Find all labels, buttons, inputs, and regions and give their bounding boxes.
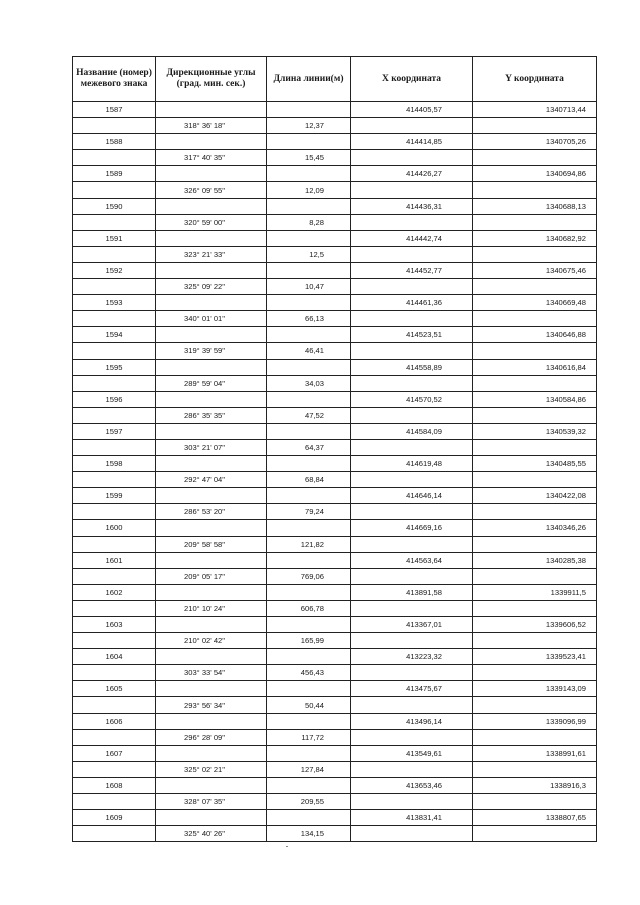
empty-cell	[156, 681, 267, 697]
x-coordinate: 414646,14	[351, 488, 473, 504]
empty-cell	[156, 391, 267, 407]
empty-cell	[156, 166, 267, 182]
segment-row	[73, 729, 597, 745]
empty-cell	[156, 102, 267, 118]
point-name: 1595	[73, 359, 156, 375]
empty-cell	[473, 761, 597, 777]
empty-cell	[351, 697, 473, 713]
point-name: 1591	[73, 230, 156, 246]
x-coordinate: 413653,46	[351, 777, 473, 793]
direction-angle: 289° 59' 04"	[156, 375, 267, 391]
x-coordinate: 413496,14	[351, 713, 473, 729]
point-row	[73, 681, 597, 697]
empty-cell	[473, 407, 597, 423]
header-point-name: Название (номер) межевого знака	[73, 57, 156, 102]
x-coordinate: 414436,31	[351, 198, 473, 214]
empty-cell	[267, 423, 351, 439]
line-length: 165,99	[267, 633, 351, 649]
direction-angle: 326° 09' 55"	[156, 182, 267, 198]
point-row	[73, 810, 597, 826]
point-row	[73, 488, 597, 504]
empty-cell	[351, 504, 473, 520]
point-row	[73, 584, 597, 600]
empty-cell	[351, 246, 473, 262]
segment-row	[73, 472, 597, 488]
coordinates-table-sheet	[72, 56, 596, 842]
line-length: 46,41	[267, 343, 351, 359]
empty-cell	[351, 311, 473, 327]
point-row	[73, 520, 597, 536]
y-coordinate: 1340646,88	[473, 327, 597, 343]
y-coordinate: 1340485,55	[473, 456, 597, 472]
line-length: 64,37	[267, 439, 351, 455]
direction-angle: 296° 28' 09"	[156, 729, 267, 745]
line-length: 12,09	[267, 182, 351, 198]
segment-row	[73, 600, 597, 616]
empty-cell	[267, 295, 351, 311]
empty-cell	[267, 713, 351, 729]
direction-angle: 209° 05' 17"	[156, 568, 267, 584]
point-name: 1600	[73, 520, 156, 536]
empty-cell	[156, 134, 267, 150]
empty-cell	[351, 407, 473, 423]
table-header-row	[73, 57, 597, 102]
y-coordinate: 1339606,52	[473, 617, 597, 633]
empty-cell	[351, 536, 473, 552]
line-length: 34,03	[267, 375, 351, 391]
point-name: 1594	[73, 327, 156, 343]
empty-cell	[473, 600, 597, 616]
segment-row	[73, 826, 597, 842]
empty-cell	[73, 407, 156, 423]
y-coordinate: 1340584,86	[473, 391, 597, 407]
empty-cell	[267, 102, 351, 118]
empty-cell	[156, 520, 267, 536]
point-name: 1606	[73, 713, 156, 729]
table-body	[73, 102, 597, 842]
point-row	[73, 552, 597, 568]
y-coordinate: 1340675,46	[473, 262, 597, 278]
empty-cell	[351, 214, 473, 230]
x-coordinate: 414570,52	[351, 391, 473, 407]
empty-cell	[473, 279, 597, 295]
empty-cell	[73, 568, 156, 584]
empty-cell	[156, 327, 267, 343]
line-length: 10,47	[267, 279, 351, 295]
empty-cell	[351, 665, 473, 681]
empty-cell	[473, 568, 597, 584]
point-name: 1598	[73, 456, 156, 472]
empty-cell	[267, 617, 351, 633]
empty-cell	[267, 134, 351, 150]
empty-cell	[156, 584, 267, 600]
point-row	[73, 134, 597, 150]
empty-cell	[351, 182, 473, 198]
empty-cell	[351, 279, 473, 295]
y-coordinate: 1340285,38	[473, 552, 597, 568]
line-length: 121,82	[267, 536, 351, 552]
point-name: 1588	[73, 134, 156, 150]
point-row	[73, 745, 597, 761]
header-x-coordinate: X координата	[351, 57, 473, 102]
empty-cell	[267, 681, 351, 697]
empty-cell	[156, 617, 267, 633]
segment-row	[73, 311, 597, 327]
empty-cell	[351, 118, 473, 134]
empty-cell	[473, 729, 597, 745]
scan-speck	[286, 846, 288, 847]
empty-cell	[267, 327, 351, 343]
y-coordinate: 1338991,61	[473, 745, 597, 761]
point-row	[73, 777, 597, 793]
direction-angle: 303° 33' 54"	[156, 665, 267, 681]
empty-cell	[73, 246, 156, 262]
empty-cell	[473, 214, 597, 230]
direction-angle: 210° 02' 42"	[156, 633, 267, 649]
point-name: 1607	[73, 745, 156, 761]
empty-cell	[473, 150, 597, 166]
empty-cell	[73, 729, 156, 745]
empty-cell	[351, 794, 473, 810]
line-length: 68,84	[267, 472, 351, 488]
segment-row	[73, 697, 597, 713]
x-coordinate: 414426,27	[351, 166, 473, 182]
y-coordinate: 1340346,26	[473, 520, 597, 536]
empty-cell	[156, 713, 267, 729]
segment-row	[73, 214, 597, 230]
line-length: 134,15	[267, 826, 351, 842]
segment-row	[73, 665, 597, 681]
point-row	[73, 102, 597, 118]
point-name: 1597	[73, 423, 156, 439]
empty-cell	[473, 504, 597, 520]
empty-cell	[73, 279, 156, 295]
segment-row	[73, 633, 597, 649]
direction-angle: 320° 59' 00"	[156, 214, 267, 230]
point-row	[73, 649, 597, 665]
empty-cell	[73, 761, 156, 777]
point-row	[73, 359, 597, 375]
empty-cell	[351, 729, 473, 745]
segment-row	[73, 794, 597, 810]
line-length: 15,45	[267, 150, 351, 166]
point-row	[73, 713, 597, 729]
direction-angle: 303° 21' 07"	[156, 439, 267, 455]
point-row	[73, 262, 597, 278]
empty-cell	[73, 536, 156, 552]
point-name: 1593	[73, 295, 156, 311]
point-name: 1599	[73, 488, 156, 504]
header-y-coordinate: Y координата	[473, 57, 597, 102]
direction-angle: 323° 21' 33"	[156, 246, 267, 262]
point-name: 1592	[73, 262, 156, 278]
empty-cell	[267, 520, 351, 536]
y-coordinate: 1338916,3	[473, 777, 597, 793]
empty-cell	[73, 794, 156, 810]
empty-cell	[473, 439, 597, 455]
empty-cell	[473, 536, 597, 552]
empty-cell	[73, 439, 156, 455]
segment-row	[73, 761, 597, 777]
segment-row	[73, 150, 597, 166]
direction-angle: 325° 40' 26"	[156, 826, 267, 842]
point-row	[73, 166, 597, 182]
empty-cell	[156, 423, 267, 439]
empty-cell	[156, 777, 267, 793]
x-coordinate: 413549,61	[351, 745, 473, 761]
empty-cell	[473, 633, 597, 649]
empty-cell	[73, 214, 156, 230]
segment-row	[73, 182, 597, 198]
point-name: 1603	[73, 617, 156, 633]
direction-angle: 292° 47' 04"	[156, 472, 267, 488]
empty-cell	[267, 391, 351, 407]
line-length: 79,24	[267, 504, 351, 520]
point-row	[73, 295, 597, 311]
y-coordinate: 1339911,5	[473, 584, 597, 600]
direction-angle: 340° 01' 01"	[156, 311, 267, 327]
point-name: 1596	[73, 391, 156, 407]
y-coordinate: 1340422,08	[473, 488, 597, 504]
point-row	[73, 456, 597, 472]
direction-angle: 318° 36' 18"	[156, 118, 267, 134]
y-coordinate: 1338807,65	[473, 810, 597, 826]
empty-cell	[351, 343, 473, 359]
direction-angle: 209° 58' 58"	[156, 536, 267, 552]
line-length: 606,78	[267, 600, 351, 616]
x-coordinate: 414669,16	[351, 520, 473, 536]
x-coordinate: 414442,74	[351, 230, 473, 246]
point-name: 1589	[73, 166, 156, 182]
x-coordinate: 414461,36	[351, 295, 473, 311]
empty-cell	[267, 262, 351, 278]
empty-cell	[156, 488, 267, 504]
empty-cell	[473, 794, 597, 810]
x-coordinate: 413831,41	[351, 810, 473, 826]
direction-angle: 210° 10' 24"	[156, 600, 267, 616]
empty-cell	[351, 761, 473, 777]
empty-cell	[351, 600, 473, 616]
empty-cell	[156, 262, 267, 278]
y-coordinate: 1340705,26	[473, 134, 597, 150]
point-name: 1587	[73, 102, 156, 118]
segment-row	[73, 439, 597, 455]
header-line-length: Длина линии(м)	[267, 57, 351, 102]
x-coordinate: 414405,57	[351, 102, 473, 118]
x-coordinate: 414619,48	[351, 456, 473, 472]
y-coordinate: 1340713,44	[473, 102, 597, 118]
line-length: 117,72	[267, 729, 351, 745]
empty-cell	[473, 375, 597, 391]
x-coordinate: 413223,32	[351, 649, 473, 665]
empty-cell	[473, 472, 597, 488]
empty-cell	[73, 118, 156, 134]
segment-row	[73, 375, 597, 391]
point-name: 1608	[73, 777, 156, 793]
point-name: 1590	[73, 198, 156, 214]
y-coordinate: 1339096,99	[473, 713, 597, 729]
empty-cell	[351, 568, 473, 584]
direction-angle: 286° 35' 35"	[156, 407, 267, 423]
x-coordinate: 414414,85	[351, 134, 473, 150]
y-coordinate: 1340669,48	[473, 295, 597, 311]
x-coordinate: 414452,77	[351, 262, 473, 278]
empty-cell	[73, 182, 156, 198]
line-length: 769,06	[267, 568, 351, 584]
empty-cell	[73, 633, 156, 649]
direction-angle: 325° 09' 22"	[156, 279, 267, 295]
x-coordinate: 414523,51	[351, 327, 473, 343]
boundary-points-table	[72, 56, 597, 842]
point-row	[73, 617, 597, 633]
empty-cell	[156, 230, 267, 246]
empty-cell	[351, 375, 473, 391]
direction-angle: 286° 53' 20"	[156, 504, 267, 520]
point-name: 1602	[73, 584, 156, 600]
empty-cell	[73, 697, 156, 713]
empty-cell	[73, 504, 156, 520]
empty-cell	[73, 665, 156, 681]
line-length: 127,84	[267, 761, 351, 777]
empty-cell	[351, 150, 473, 166]
line-length: 8,28	[267, 214, 351, 230]
empty-cell	[473, 182, 597, 198]
empty-cell	[351, 439, 473, 455]
segment-row	[73, 407, 597, 423]
line-length: 47,52	[267, 407, 351, 423]
segment-row	[73, 279, 597, 295]
empty-cell	[351, 472, 473, 488]
empty-cell	[73, 600, 156, 616]
line-length: 209,55	[267, 794, 351, 810]
empty-cell	[156, 649, 267, 665]
point-row	[73, 391, 597, 407]
empty-cell	[473, 118, 597, 134]
point-row	[73, 230, 597, 246]
segment-row	[73, 118, 597, 134]
empty-cell	[473, 826, 597, 842]
point-name: 1604	[73, 649, 156, 665]
empty-cell	[267, 584, 351, 600]
point-row	[73, 198, 597, 214]
x-coordinate: 413475,67	[351, 681, 473, 697]
segment-row	[73, 504, 597, 520]
point-name: 1601	[73, 552, 156, 568]
point-name: 1609	[73, 810, 156, 826]
empty-cell	[156, 295, 267, 311]
y-coordinate: 1340616,84	[473, 359, 597, 375]
empty-cell	[267, 488, 351, 504]
empty-cell	[267, 359, 351, 375]
empty-cell	[73, 150, 156, 166]
point-row	[73, 423, 597, 439]
x-coordinate: 414584,09	[351, 423, 473, 439]
x-coordinate: 413891,58	[351, 584, 473, 600]
header-direction-angle: Дирекционные углы (град. мин. сек.)	[156, 57, 267, 102]
y-coordinate: 1340539,32	[473, 423, 597, 439]
empty-cell	[351, 633, 473, 649]
empty-cell	[156, 359, 267, 375]
line-length: 12,5	[267, 246, 351, 262]
y-coordinate: 1340694,86	[473, 166, 597, 182]
segment-row	[73, 246, 597, 262]
line-length: 50,44	[267, 697, 351, 713]
direction-angle: 317° 40' 35"	[156, 150, 267, 166]
line-length: 456,43	[267, 665, 351, 681]
y-coordinate: 1339523,41	[473, 649, 597, 665]
y-coordinate: 1340688,13	[473, 198, 597, 214]
empty-cell	[267, 745, 351, 761]
point-name: 1605	[73, 681, 156, 697]
line-length: 66,13	[267, 311, 351, 327]
empty-cell	[267, 198, 351, 214]
empty-cell	[473, 697, 597, 713]
empty-cell	[267, 552, 351, 568]
direction-angle: 293° 56' 34"	[156, 697, 267, 713]
empty-cell	[473, 311, 597, 327]
empty-cell	[473, 343, 597, 359]
empty-cell	[156, 456, 267, 472]
empty-cell	[73, 343, 156, 359]
point-row	[73, 327, 597, 343]
empty-cell	[267, 649, 351, 665]
empty-cell	[73, 311, 156, 327]
y-coordinate: 1339143,09	[473, 681, 597, 697]
direction-angle: 319° 39' 59"	[156, 343, 267, 359]
empty-cell	[267, 810, 351, 826]
x-coordinate: 413367,01	[351, 617, 473, 633]
empty-cell	[156, 198, 267, 214]
direction-angle: 325° 02' 21"	[156, 761, 267, 777]
empty-cell	[73, 375, 156, 391]
empty-cell	[351, 826, 473, 842]
empty-cell	[156, 552, 267, 568]
empty-cell	[156, 745, 267, 761]
empty-cell	[267, 166, 351, 182]
empty-cell	[73, 472, 156, 488]
line-length: 12,37	[267, 118, 351, 134]
empty-cell	[473, 665, 597, 681]
y-coordinate: 1340682,92	[473, 230, 597, 246]
segment-row	[73, 568, 597, 584]
empty-cell	[473, 246, 597, 262]
direction-angle: 328° 07' 35"	[156, 794, 267, 810]
empty-cell	[267, 230, 351, 246]
x-coordinate: 414558,89	[351, 359, 473, 375]
empty-cell	[267, 777, 351, 793]
segment-row	[73, 536, 597, 552]
segment-row	[73, 343, 597, 359]
empty-cell	[156, 810, 267, 826]
empty-cell	[267, 456, 351, 472]
x-coordinate: 414563,64	[351, 552, 473, 568]
empty-cell	[73, 826, 156, 842]
